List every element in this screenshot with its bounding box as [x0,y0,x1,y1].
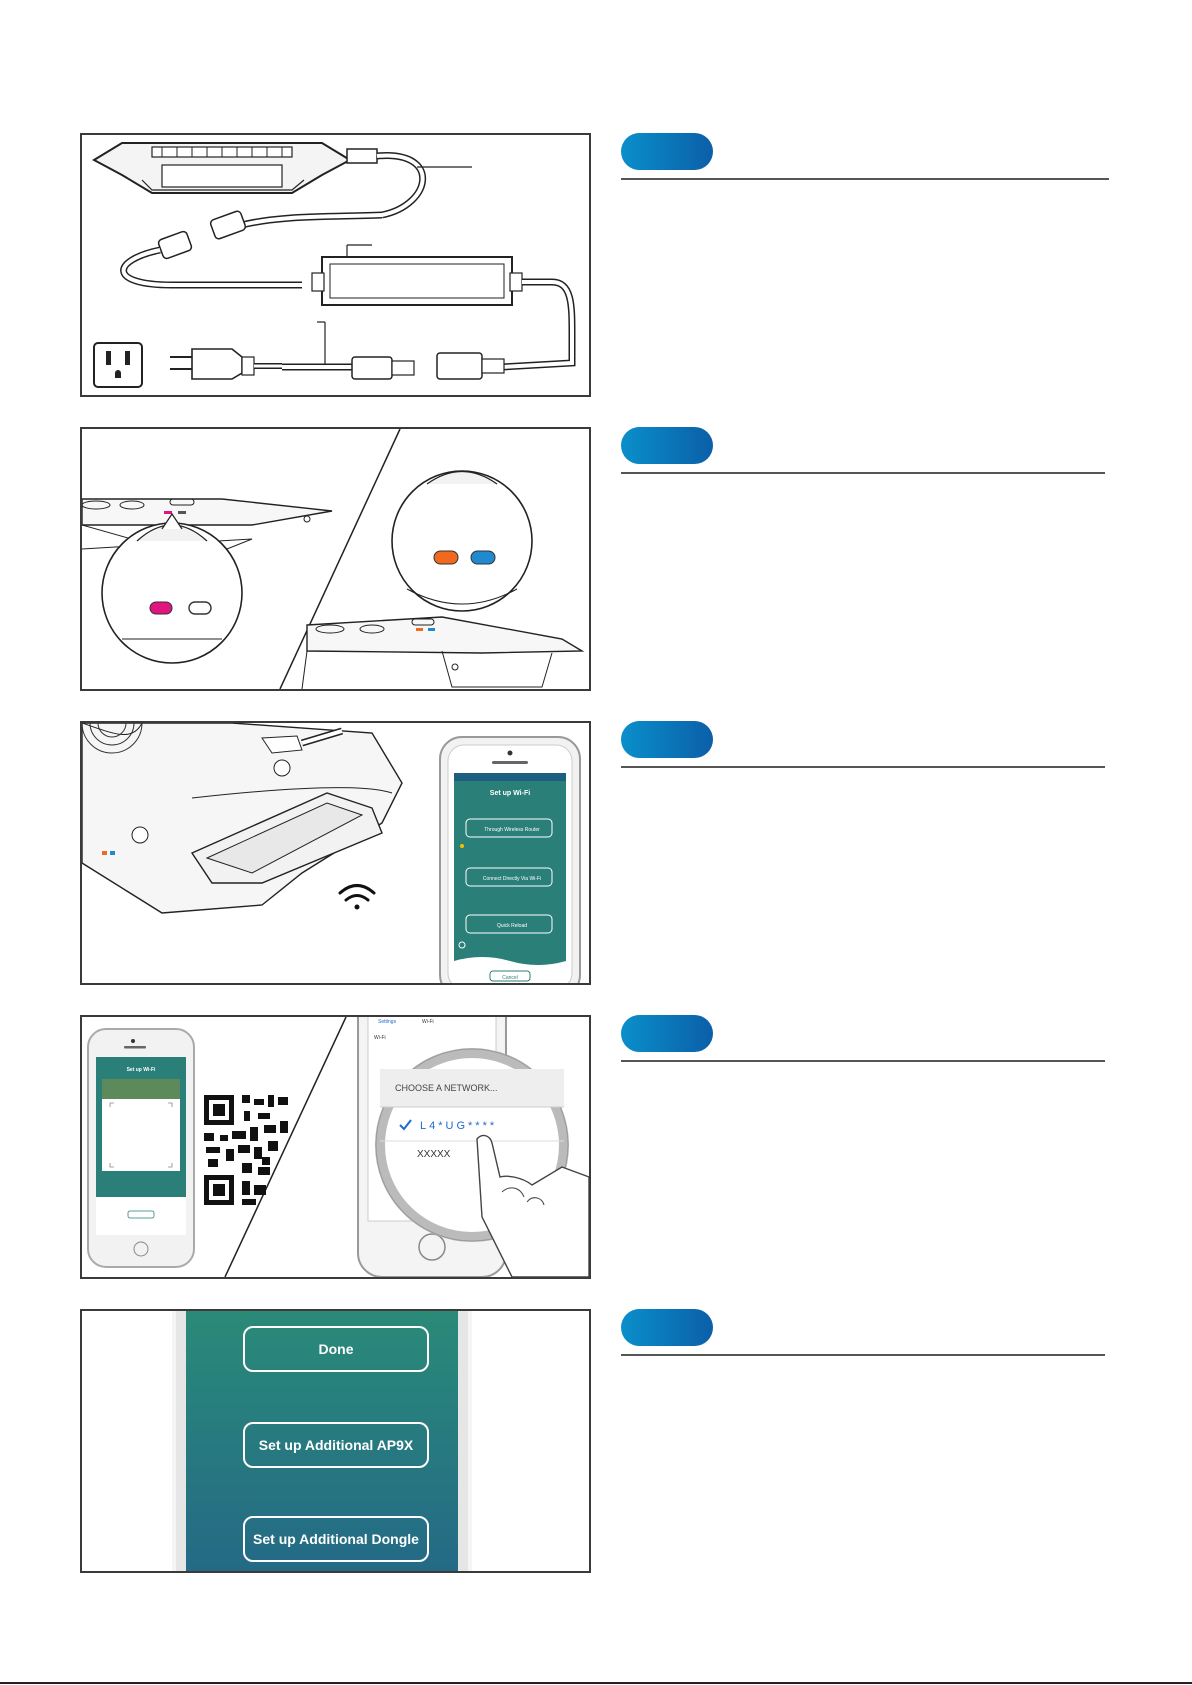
step-1-badge [621,133,713,170]
step-2-rule [621,472,1105,474]
step-4-rule [621,1060,1105,1062]
option-router-label[interactable]: Through Wireless Router [484,827,540,833]
wifi-header-label: Wi-Fi [422,1019,434,1025]
panel-qr-network [80,1015,591,1279]
setup-additional-dongle-button[interactable]: Set up Additional Dongle [253,1531,419,1547]
network-other[interactable]: XXXXX [417,1149,451,1160]
outlet-icon [94,343,142,387]
step-1-rule [621,178,1109,180]
step-5-rule [621,1354,1105,1356]
step-4-badge [621,1015,713,1052]
page-bottom-rule [0,1682,1192,1684]
settings-back-label[interactable]: Settings [378,1019,397,1025]
option-reload-label[interactable]: Quick Reload [496,923,528,929]
panel-app-buttons [80,1309,591,1573]
panel-led-indicators [80,427,591,691]
setup-additional-ap9x-button[interactable]: Set up Additional AP9X [258,1437,414,1453]
choose-network-label: CHOOSE A NETWORK... [395,1083,498,1093]
cancel-button[interactable]: Cancel [502,975,518,981]
panel-wiring-diagram [80,133,591,397]
step-5-badge [621,1309,713,1346]
qr-code-icon [204,1095,288,1205]
phone-title: Set up Wi-Fi [489,790,531,797]
wiring-illustration [82,135,589,395]
left-phone-title: Set up Wi-Fi [126,1067,156,1073]
panel-wifi-setup [80,721,591,985]
qr-network-illustration [82,1017,589,1277]
option-direct-label[interactable]: Connect Directly Via Wi-Fi [482,876,542,882]
wifi-setup-illustration [82,723,589,983]
step-2-badge [621,427,713,464]
done-button[interactable]: Done [318,1341,354,1357]
led-illustration [82,429,589,689]
wifi-icon [340,886,374,910]
app-buttons-illustration [82,1311,589,1571]
step-3-badge [621,721,713,758]
wifi-label: Wi-Fi [374,1035,386,1041]
step-3-rule [621,766,1105,768]
network-selected[interactable]: L4*UG**** [420,1120,498,1132]
